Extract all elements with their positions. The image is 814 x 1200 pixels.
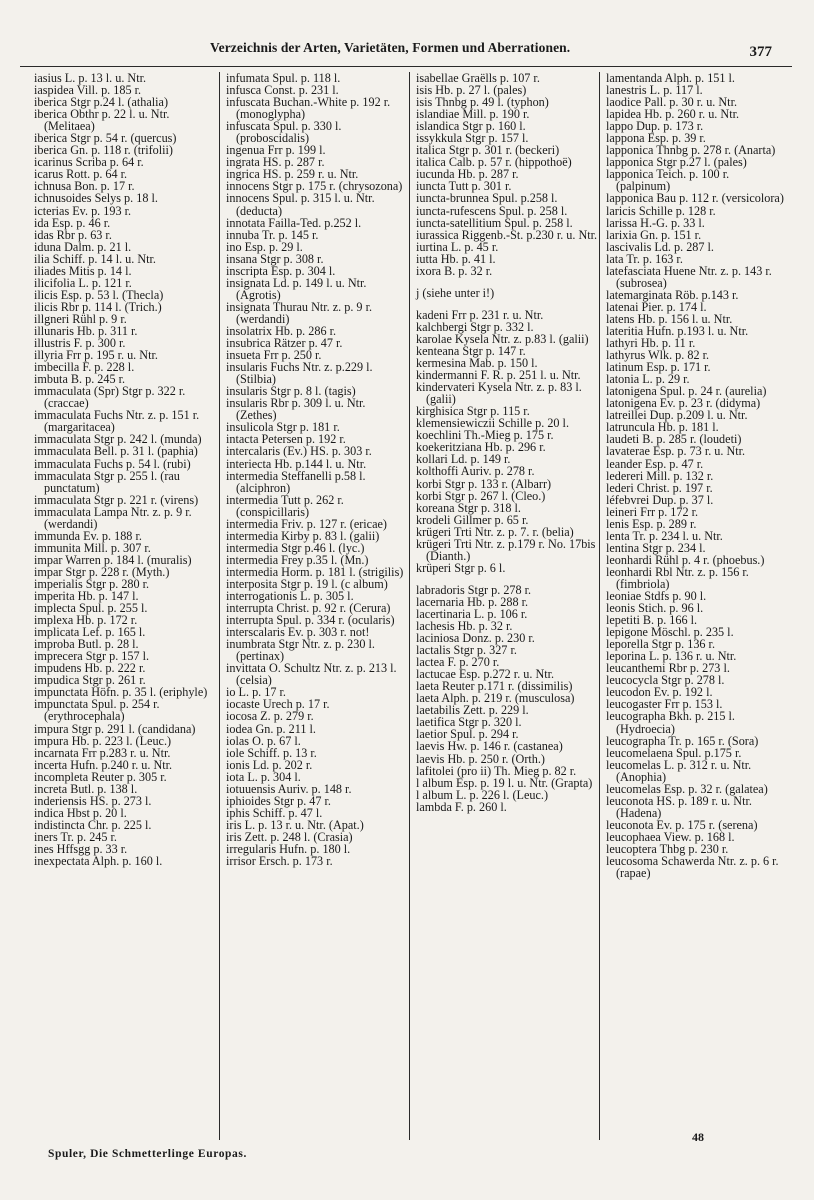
index-entry: lactea F. p. 270 r. (416, 655, 500, 670)
index-column-2 (226, 72, 406, 867)
index-entry: isabellae Graëlls p. 107 r. (416, 71, 540, 85)
index-entry: immaculata Stgr p. 242 l. (munda) (34, 432, 202, 447)
index-entry: immaculata Lampa Ntr. z. p. 9 r. (werdandi) (34, 504, 192, 531)
index-entry: lappo Dup. p. 173 r. (606, 119, 704, 134)
column-divider (409, 72, 410, 1140)
page-footer: Spuler, Die Schmetterlinge Europas. (48, 1148, 247, 1160)
page-number: 377 (749, 44, 772, 60)
index-entry: imperialis Stgr p. 280 r. (34, 576, 150, 591)
index-entry: laeta Alph. p. 219 r. (musculosa) (416, 691, 575, 706)
index-entry: iuncta-brunnea Spul. p.258 l. (416, 191, 558, 206)
index-entry: lamentanda Alph. p. 151 l. (606, 71, 735, 85)
index-entry: lapponica Teich. p. 100 r. (palpinum) (606, 167, 730, 194)
index-entry: ino Esp. p. 29 l. (226, 239, 303, 254)
index-entry: inexpectata Alph. p. 160 l. (34, 854, 163, 869)
index-entry: ichnusoides Selys p. 18 l. (34, 191, 158, 206)
index-entry: iphis Schiff. p. 47 l. (226, 805, 323, 820)
index-entry: impunctata Höfn. p. 35 l. (eriphyle) (34, 685, 208, 700)
index-entry: innotata Failla-Ted. p.252 l. (226, 215, 362, 230)
index-entry: illustris F. p. 300 r. (34, 336, 126, 351)
index-entry: latens Hb. p. 156 l. u. Ntr. (606, 311, 733, 326)
index-entry: immunita Mill. p. 307 r. (34, 540, 151, 555)
index-entry: kirghisica Stgr p. 115 r. (416, 404, 530, 419)
index-entry: implecta Spul. p. 255 l. (34, 601, 148, 616)
index-entry: latonigena Ev. p. 23 r. (didyma) (606, 396, 761, 411)
index-entry: italica Stgr p. 301 r. (beckeri) (416, 143, 560, 158)
index-entry: iucunda Hb. p. 287 r. (416, 167, 519, 182)
page-title: Verzeichnis der Arten, Varietäten, Formen und Aberrationen. (210, 40, 571, 55)
index-entry: iberica Gn. p. 118 r. (trifolii) (34, 143, 173, 158)
index-entry: ilicis Rbr p. 114 l. (Trich.) (34, 299, 162, 314)
index-entry: immaculata Stgr p. 255 l. (rau punctatum) (34, 468, 180, 495)
index-entry: infusca Const. p. 231 l. (226, 83, 339, 98)
index-entry: leuconota Ev. p. 175 r. (serena) (606, 817, 758, 832)
index-entry: intermedia Friv. p. 127 r. (ericae) (226, 516, 387, 531)
index-entry: kindermanni F. R. p. 251 l. u. Ntr. (416, 368, 581, 383)
index-entry: islandiae Mill. p. 190 r. (416, 107, 530, 122)
index-entry: j (siehe unter i!) (416, 285, 495, 300)
index-entry: infumata Spul. p. 118 l. (226, 71, 341, 85)
index-entry: immaculata Fuchs p. 54 l. (rubi) (34, 456, 191, 471)
index-entry: incarnata Frr p.283 r. u. Ntr. (34, 745, 171, 760)
index-entry: idas Rbr p. 63 r. (34, 227, 112, 242)
index-entry: laodice Pall. p. 30 r. u. Ntr. (606, 95, 737, 110)
index-entry: laudeti B. p. 285 r. (loudeti) (606, 432, 742, 447)
index-entry: leucoptera Thbg p. 230 r. (606, 842, 729, 856)
index-entry: koekeritziana Hb. p. 296 r. (416, 440, 546, 455)
index-entry: lentina Stgr p. 234 l. (606, 540, 706, 555)
index-entry: latenai Pier. p. 174 l. (606, 299, 707, 314)
index-entry: intermedia Horm. p. 181 l. (strigilis) (226, 564, 404, 579)
index-entry: leonis Stich. p. 96 l. (606, 601, 704, 616)
index-entry: iole Schiff. p. 13 r. (226, 745, 317, 760)
index-entry: lactalis Stgr p. 327 r. (416, 643, 517, 658)
index-entry: laevis Hb. p. 250 r. (Orth.) (416, 751, 545, 766)
index-entry: iberica Stgr p.24 l. (athalia) (34, 95, 169, 110)
index-entry: iodea Gn. p. 211 l. (226, 721, 316, 736)
index-entry: irregularis Hufn. p. 180 l. (226, 842, 351, 856)
index-entry: isis Hb. p. 27 l. (pales) (416, 83, 527, 98)
index-entry: iris Zett. p. 248 l. (Crasia) (226, 829, 353, 844)
index-entry: insubrica Rätzer p. 47 r. (226, 336, 343, 351)
index-entry: intermedia Stgr p.46 l. (lyc.) (226, 540, 365, 555)
index-entry: impura Hb. p. 223 l. (Leuc.) (34, 733, 172, 748)
index-entry: leonhardi Rühl p. 4 r. (phoebus.) (606, 552, 765, 567)
index-entry: invittata O. Schultz Ntr. z. p. 213 l. (celsia) (226, 661, 397, 688)
index-entry: illgneri Rühl p. 9 r. (34, 311, 127, 326)
index-entry: krodeli Gillmer p. 65 r. (416, 512, 529, 527)
index-entry: innocens Stgr p. 175 r. (chrysozona) (226, 179, 403, 194)
index-entry: ines Hffsgg p. 33 r. (34, 842, 128, 856)
index-entry: iasius L. p. 13 l. u. Ntr. (34, 71, 147, 85)
index-entry: iurtina L. p. 45 r. (416, 239, 499, 254)
index-entry: korbi Stgr p. 267 l. (Cleo.) (416, 488, 546, 503)
index-entry: lathyri Hb. p. 11 r. (606, 336, 696, 351)
index-entry: indistincta Chr. p. 225 l. (34, 817, 152, 832)
index-entry: ionis Ld. p. 202 r. (226, 757, 313, 772)
index-entry: isis Thnbg p. 49 l. (typhon) (416, 95, 549, 110)
index-entry: lateritia Hufn. p.193 l. u. Ntr. (606, 323, 749, 338)
index-entry: iuncta-rufescens Spul. p. 258 l. (416, 203, 568, 218)
index-entry: lascivalis Ld. p. 287 l. (606, 239, 714, 254)
index-entry: illyria Frr p. 195 r. u. Ntr. (34, 348, 158, 363)
index-entry: laetabilis Zett. p. 229 l. (416, 703, 529, 718)
index-entry: iphioides Stgr p. 47 r. (226, 793, 331, 808)
index-entry: lata Tr. p. 163 r. (606, 251, 683, 266)
index-entry: latemarginata Röb. p.143 r. (606, 287, 739, 302)
index-entry: insularis Stgr p. 8 l. (tagis) (226, 384, 356, 399)
index-entry: insana Stgr p. 308 r. (226, 251, 324, 266)
index-entry: irrisor Ersch. p. 173 r. (226, 854, 333, 869)
index-entry: ilicis Esp. p. 53 l. (Thecla) (34, 287, 164, 302)
index-entry: impudens Hb. p. 222 r. (34, 661, 146, 676)
index-entry: lacertinaria L. p. 106 r. (416, 606, 528, 621)
index-entry: iners Tr. p. 245 r. (34, 829, 117, 844)
index-entry: leucomelas Esp. p. 32 r. (galatea) (606, 781, 768, 796)
index-entry: kalchbergi Stgr p. 332 l. (416, 319, 534, 334)
index-entry: imbuta B. p. 245 r. (34, 372, 126, 387)
index-entry: ledereri Mill. p. 132 r. (606, 468, 714, 483)
index-entry: iuncta Tutt p. 301 r. (416, 179, 512, 194)
index-entry: icterias Ev. p. 193 r. (34, 203, 132, 218)
index-entry: insignata Ld. p. 149 l. u. Ntr. (Agrotis) (226, 275, 367, 302)
index-entry: laricis Schille p. 128 r. (606, 203, 716, 218)
index-entry: lapponica Thnbg p. 278 r. (Anarta) (606, 143, 776, 158)
index-entry: ilicifolia L. p. 121 r. (34, 275, 132, 290)
index-entry: lafitolei (pro ii) Th. Mieg p. 82 r. (416, 763, 577, 778)
index-entry: lapidea Hb. p. 260 r. u. Ntr. (606, 107, 740, 122)
index-entry: insulicola Stgr p. 181 r. (226, 420, 340, 435)
index-entry: lachesis Hb. p. 32 r. (416, 619, 513, 634)
index-entry: innuba Tr. p. 145 r. (226, 227, 319, 242)
index-entry: inderiensis HS. p. 273 l. (34, 793, 152, 808)
index-entry: ixora B. p. 32 r. (416, 263, 493, 278)
index-entry: latonia L. p. 29 r. (606, 372, 690, 387)
index-entry: interposita Stgr p. 19 l. (c album) (226, 576, 388, 591)
index-entry: laetifica Stgr p. 320 l. (416, 715, 522, 730)
index-entry: l album L. p. 226 l. (Leuc.) (416, 787, 548, 802)
page-header (0, 40, 814, 66)
index-entry: lepigone Möschl. p. 235 l. (606, 625, 734, 640)
index-entry: insignata Thurau Ntr. z. p. 9 r. (werdandi) (226, 299, 372, 326)
index-entry: latinum Esp. p. 171 r. (606, 360, 711, 375)
index-entry: latefasciata Huene Ntr. z. p. 143 r. (subrosea) (606, 263, 772, 290)
index-entry: kollari Ld. p. 149 r. (416, 452, 511, 467)
index-entry: lathyrus Wlk. p. 82 r. (606, 348, 710, 363)
index-entry: latruncula Hb. p. 181 l. (606, 420, 719, 435)
index-entry: immaculata Fuchs Ntr. z. p. 151 r. (margaritacea) (34, 408, 200, 435)
index-entry: impura Stgr p. 291 l. (candidana) (34, 721, 196, 736)
header-rule (20, 66, 792, 67)
index-entry: insolatrix Hb. p. 286 r. (226, 323, 337, 338)
signature-mark: 48 (692, 1130, 704, 1144)
index-entry: lepetiti B. p. 166 l. (606, 613, 698, 628)
index-entry: ingrica HS. p. 259 r. u. Ntr. (226, 167, 359, 182)
index-entry: ingrata HS. p. 287 r. (226, 155, 325, 170)
index-entry: interiecta Hb. p.144 l. u. Ntr. (226, 456, 367, 471)
index-entry: illunaris Hb. p. 311 r. (34, 323, 138, 338)
index-entry: leander Esp. p. 47 r. (606, 456, 704, 471)
index-entry: klemensiewiczii Schille p. 20 l. (416, 416, 569, 431)
index-entry: laetior Spul. p. 294 r. (416, 727, 519, 742)
index-entry: implicata Lef. p. 165 l. (34, 625, 146, 640)
index-entry: lenta Tr. p. 234 l. u. Ntr. (606, 528, 723, 543)
index-entry: ichnusa Bon. p. 17 r. (34, 179, 135, 194)
index-entry: leineri Frr p. 172 r. (606, 504, 699, 519)
index-entry: intermedia Frey p.35 l. (Mn.) (226, 552, 369, 567)
index-entry: immaculata Stgr p. 221 r. (virens) (34, 492, 199, 507)
index-entry: impar Warren p. 184 l. (muralis) (34, 552, 192, 567)
index-entry: laevis Hw. p. 146 r. (castanea) (416, 739, 563, 754)
index-entry: intacta Petersen p. 192 r. (226, 432, 346, 447)
index-entry: leucomelaena Spul. p.175 r. (606, 745, 742, 760)
index-entry: innocens Spul. p. 315 l. u. Ntr. (deducta) (226, 191, 375, 218)
index-entry: imprecera Stgr p. 157 l. (34, 649, 150, 664)
index-entry: intercalaris (Ev.) HS. p. 303 r. (226, 444, 372, 459)
index-entry: iurassica Riggenb.-St. p.230 r. u. Ntr. (416, 227, 598, 242)
index-entry: kolthoffi Auriv. p. 278 r. (416, 464, 535, 479)
index-entry: laciniosa Donz. p. 230 r. (416, 631, 535, 646)
index-entry: icarinus Scriba p. 64 r. (34, 155, 144, 170)
index-entry: io L. p. 17 r. (226, 685, 286, 700)
index-entry: lapponica Bau p. 112 r. (versicolora) (606, 191, 784, 206)
index-entry: leuconota HS. p. 189 r. u. Ntr. (Hadena) (606, 793, 752, 820)
index-entry: lapponica Stgr p.27 l. (pales) (606, 155, 747, 170)
index-entry: leonhardi Rbl Ntr. z. p. 156 r. (fimbriola) (606, 564, 749, 591)
index-entry: imperita Hb. p. 147 l. (34, 589, 139, 604)
index-entry: insueta Frr p. 250 r. (226, 348, 322, 363)
index-entry: lenis Esp. p. 289 r. (606, 516, 697, 531)
index-entry: icarus Rott. p. 64 r. (34, 167, 128, 182)
index-entry: iris L. p. 13 r. u. Ntr. (Apat.) (226, 817, 364, 832)
index-entry: ilia Schiff. p. 14 l. u. Ntr. (34, 251, 156, 266)
index-entry: intermedia Tutt p. 262 r. (conspicillaris) (226, 492, 344, 519)
index-entry: leporella Stgr p. 136 r. (606, 637, 715, 652)
index-entry: léfebvrei Dup. p. 37 l. (606, 492, 714, 507)
index-entry: interrogationis L. p. 305 l. (226, 589, 354, 604)
index-entry: impudica Stgr p. 261 r. (34, 673, 146, 688)
index-entry: lactucae Esp. p.272 r. u. Ntr. (416, 667, 555, 682)
index-entry: larissa H.-G. p. 33 l. (606, 215, 705, 230)
index-entry: iota L. p. 304 l. (226, 769, 301, 784)
index-column-1 (34, 72, 222, 867)
index-entry: inscripta Esp. p. 304 l. (226, 263, 336, 278)
index-entry: krügeri Trti Ntr. z. p.179 r. No. 17bis (Dianth.) (416, 536, 596, 563)
index-entry: immaculata Bell. p. 31 l. (paphia) (34, 444, 198, 459)
index-entry: leucogaster Frr p. 153 l. (606, 697, 723, 712)
index-entry: lambda F. p. 260 l. (416, 799, 507, 814)
index-entry: lacernaria Hb. p. 288 r. (416, 594, 529, 609)
index-entry: lavaterae Esp. p. 73 r. u. Ntr. (606, 444, 746, 459)
index-entry: infuscata Spul. p. 330 l. (proboscidalis) (226, 119, 342, 146)
index-entry: ida Esp. p. 46 r. (34, 215, 111, 230)
index-entry: leucosoma Schawerda Ntr. z. p. 6 r. (rapae) (606, 854, 779, 881)
index-column-4 (606, 72, 786, 879)
index-entry: korbi Stgr p. 133 r. (Albarr) (416, 476, 552, 491)
index-entry: inumbrata Stgr Ntr. z. p. 230 l. (pertinax) (226, 637, 375, 664)
index-entry: iuncta-satellitium Spul. p. 258 l. (416, 215, 573, 230)
index-entry: infuscata Buchan.-White p. 192 r. (monoglypha) (226, 95, 391, 122)
index-entry: increta Butl. p. 138 l. (34, 781, 138, 796)
index-entry: interrupta Christ. p. 92 r. (Cerura) (226, 601, 391, 616)
index-entry: immaculata (Spr) Stgr p. 322 r. (craccae) (34, 384, 186, 411)
index-entry: iberica Stgr p. 54 r. (quercus) (34, 131, 177, 146)
index-entry: impunctata Spul. p. 254 r. (erythrocephala) (34, 697, 160, 724)
index-entry: larixia Gn. p. 151 r. (606, 227, 702, 242)
index-entry: krügeri Trti Ntr. z. p. 7. r. (belia) (416, 524, 574, 539)
index-entry: ingenua Frr p. 199 l. (226, 143, 326, 158)
index-entry: insularis Rbr p. 309 l. u. Ntr. (Zethes) (226, 396, 366, 423)
index-entry: labradoris Stgr p. 278 r. (416, 582, 532, 597)
index-entry: leucodon Ev. p. 192 l. (606, 685, 713, 700)
index-entry: leucographa Tr. p. 165 r. (Sora) (606, 733, 759, 748)
index-entry: kenteana Stgr p. 147 r. (416, 343, 526, 358)
index-entry: indica Hbst p. 20 l. (34, 805, 127, 820)
index-entry: implexa Hb. p. 172 r. (34, 613, 138, 628)
index-entry: imbecilla F. p. 228 l. (34, 360, 135, 375)
index-entry: iocaste Urech p. 17 r. (226, 697, 330, 712)
index-entry: issykkula Stgr p. 157 l. (416, 131, 529, 146)
index-entry: lappona Esp. p. 39 r. (606, 131, 706, 146)
index-entry: intermedia Kirby p. 83 l. (galii) (226, 528, 380, 543)
index-entry: insularis Fuchs Ntr. z. p.229 l. (Stilbia) (226, 360, 373, 387)
index-entry: iolas O. p. 67 l. (226, 733, 301, 748)
index-entry: koreana Stgr p. 318 l. (416, 500, 521, 515)
index-entry: leporina L. p. 136 r. u. Ntr. (606, 649, 737, 664)
index-entry: iotuuensis Auriv. p. 148 r. (226, 781, 352, 796)
index-entry: iduna Dalm. p. 21 l. (34, 239, 132, 254)
index-entry: leucocycla Stgr p. 278 l. (606, 673, 725, 688)
index-entry: interscalaris Ev. p. 303 r. not! (226, 625, 370, 640)
index-entry: kadeni Frr p. 231 r. u. Ntr. (416, 307, 544, 322)
index-entry: kindervateri Kysela Ntr. z. p. 83 l. (galii) (416, 380, 582, 407)
index-entry: latreillei Dup. p.209 l. u. Ntr. (606, 408, 748, 423)
index-entry: krüperi Stgr p. 6 l. (416, 560, 506, 575)
index-entry: latonigena Spul. p. 24 r. (aurelia) (606, 384, 767, 399)
index-entry: leoniae Stdfs p. 90 l. (606, 589, 707, 604)
index-entry: kermesina Mab. p. 150 l. (416, 356, 538, 371)
index-entry: lederi Christ. p. 197 r. (606, 480, 713, 495)
index-entry: improba Butl. p. 28 l. (34, 637, 139, 652)
index-entry: impar Stgr p. 228 r. (Myth.) (34, 564, 170, 579)
index-entry: iliades Mitis p. 14 l. (34, 263, 132, 278)
index-entry: intermedia Steffanelli p.58 l. (alciphron) (226, 468, 366, 495)
index-entry: iutta Hb. p. 41 l. (416, 251, 496, 266)
index-entry: islandica Stgr p. 160 l. (416, 119, 526, 134)
index-entry: l album Esp. p. 19 l. u. Ntr. (Grapta) (416, 775, 593, 790)
index-entry: iocosa Z. p. 279 r. (226, 709, 314, 724)
index-entry: leucographa Bkh. p. 215 l. (Hydroecia) (606, 709, 735, 736)
index-entry: iaspidea Vill. p. 185 r. (34, 83, 142, 98)
index-entry: leucophaea View. p. 168 l. (606, 829, 735, 844)
index-entry: leucanthemi Rbr p. 273 l. (606, 661, 730, 676)
index-entry: incerta Hufn. p.240 r. u. Ntr. (34, 757, 173, 772)
index-entry: incompleta Reuter p. 305 r. (34, 769, 167, 784)
index-entry: laeta Reuter p.171 r. (dissimilis) (416, 679, 573, 694)
index-entry: italica Calb. p. 57 r. (hippothoë) (416, 155, 572, 170)
index-column-3 (416, 72, 602, 813)
index-entry: leucomelas L. p. 312 r. u. Ntr. (Anophia) (606, 757, 752, 784)
index-entry: koechlini Th.-Mieg p. 175 r. (416, 428, 554, 443)
index-entry: iberica Obthr p. 22 l. u. Ntr. (Melitaea) (34, 107, 170, 134)
index-entry: immunda Ev. p. 188 r. (34, 528, 142, 543)
index-entry: karolae Kysela Ntr. z. p.83 l. (galii) (416, 331, 589, 346)
index-entry: interrupta Spul. p. 334 r. (ocularis) (226, 613, 395, 628)
index-entry: lanestris L. p. 117 l. (606, 83, 703, 98)
